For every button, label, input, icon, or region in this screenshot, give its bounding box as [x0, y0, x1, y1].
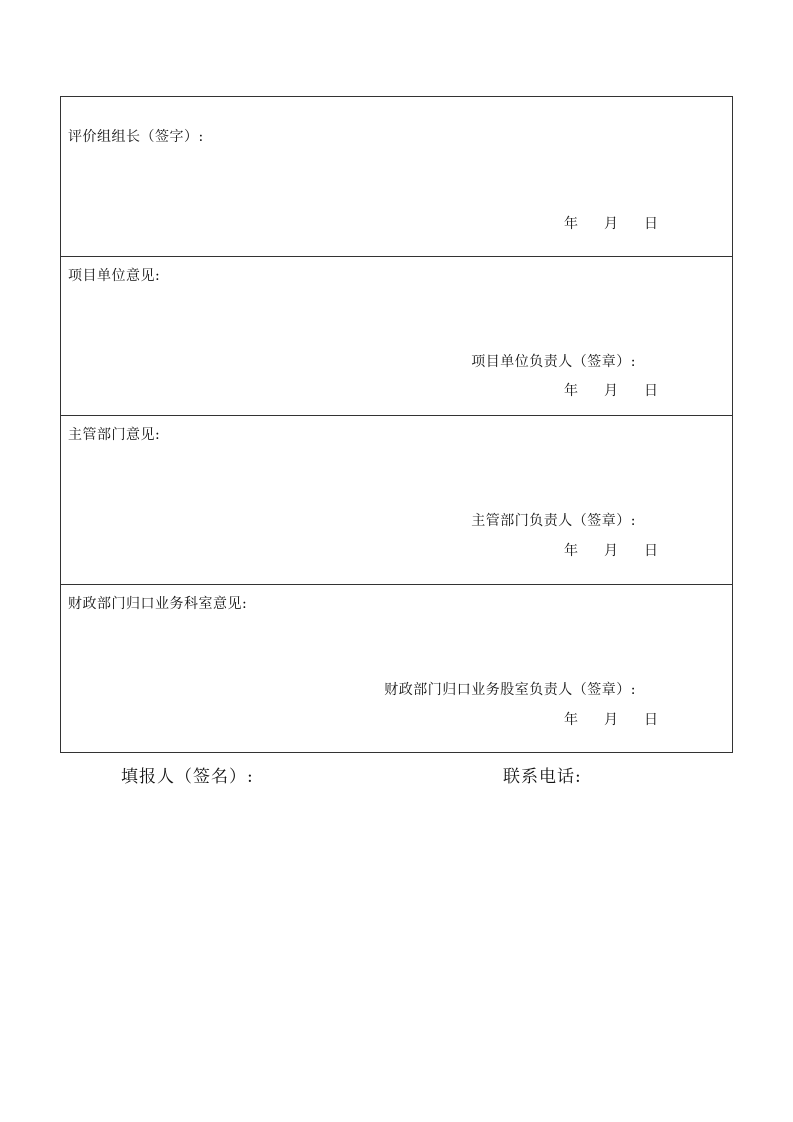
date-day: 日 — [644, 383, 658, 399]
section-project-unit — [61, 256, 732, 415]
section-evaluation-leader — [61, 97, 732, 256]
evaluation-leader-label: 评价组组长（签字）: — [68, 129, 204, 145]
date-day: 日 — [644, 216, 658, 232]
date-year: 年 — [564, 712, 578, 728]
date-month: 月 — [604, 712, 618, 728]
date-month: 月 — [604, 383, 618, 399]
date-month: 月 — [604, 543, 618, 559]
competent-department-signer-label: 主管部门负责人（签章）: — [471, 513, 636, 529]
finance-department-signer-label: 财政部门归口业务股室负责人（签章）: — [384, 682, 636, 698]
project-unit-opinion-label: 项目单位意见: — [68, 268, 161, 284]
filler-signature-label: 填报人（签名）: — [121, 767, 254, 787]
competent-department-opinion-label: 主管部门意见: — [68, 427, 161, 443]
section-competent-department — [61, 415, 732, 584]
date-year: 年 — [564, 216, 578, 232]
contact-phone-label: 联系电话: — [503, 767, 582, 787]
date-year: 年 — [564, 543, 578, 559]
date-day: 日 — [644, 543, 658, 559]
date-month: 月 — [604, 216, 618, 232]
date-year: 年 — [564, 383, 578, 399]
project-unit-signer-label: 项目单位负责人（签章）: — [471, 354, 636, 370]
finance-department-opinion-label: 财政部门归口业务科室意见: — [68, 596, 248, 612]
section-finance-department — [61, 584, 732, 752]
approval-form-table — [60, 96, 733, 753]
date-day: 日 — [644, 712, 658, 728]
